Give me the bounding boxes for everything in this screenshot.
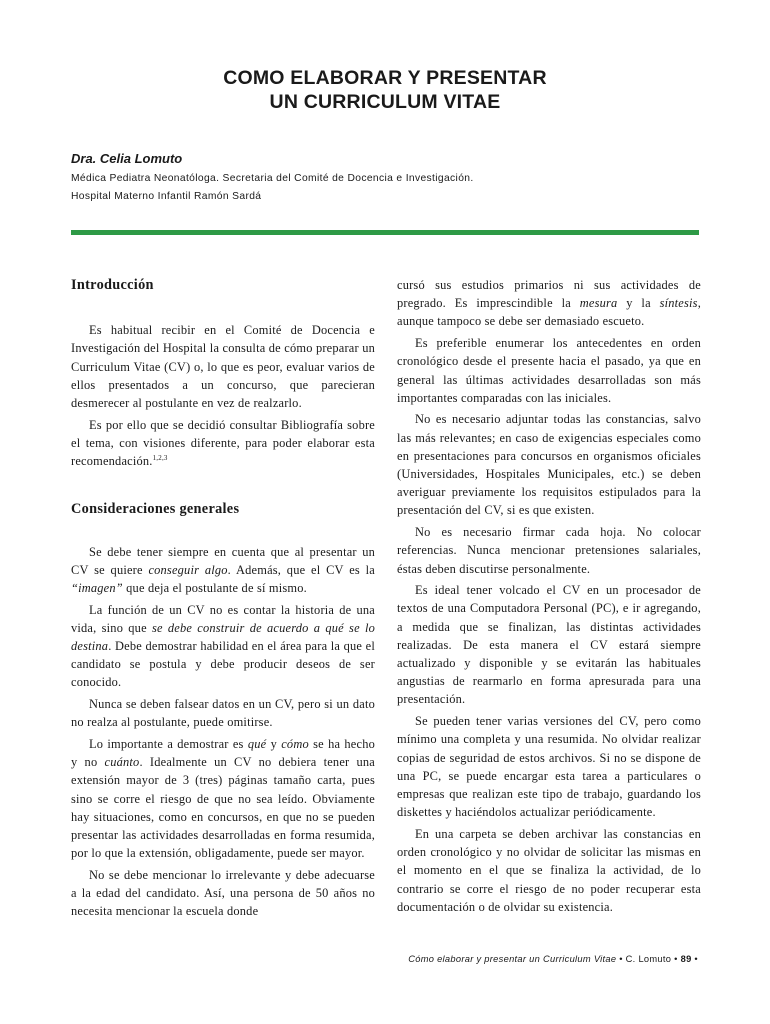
affiliation-line-1: Médica Pediatra Neonatóloga. Secretaria del Comité de Docencia e Investigación.: [71, 173, 474, 184]
green-divider: [71, 230, 699, 235]
right-paragraph-1: cursó sus estudios primarios ni sus actividades de pregrado. Es imprescindible la mesura y la síntesis, aunque tampoco se debe ser demasiado escueto.: [397, 278, 701, 329]
title-line-2: UN CURRICULUM VITAE: [269, 91, 501, 113]
page-footer: Cómo elaborar y presentar un Curriculum Vitae • C. Lomuto • 89 •: [408, 954, 698, 964]
left-column: [71, 276, 375, 924]
considerations-paragraph-1: Se debe tener siempre en cuenta que al presentar un CV se quiere conseguir algo. Además, que el CV es la “imagen” que deja el postulante de sí mismo.: [71, 544, 375, 595]
title-line-1: COMO ELABORAR Y PRESENTAR: [223, 67, 547, 89]
right-paragraph-2: Es preferible enumerar los antecedentes en orden cronológico desde el presente hacia el pasado, ya que en general las últimas actividades desarrolladas son más importantes comparadas con las iniciales.: [397, 336, 701, 405]
considerations-paragraph-2: La función de un CV no es contar la historia de una vida, sino que se debe construir de acuerdo a qué se lo destina. Debe demostrar habilidad en el área para la que el candidato se postula y debe producir deseos de ser conocido.: [71, 602, 375, 690]
right-paragraph-6: Se pueden tener varias versiones del CV, pero como mínimo una completa y una resumida. No olvidar realizar copias de seguridad de estos archivos. Si no se dispone de una PC, se puede encargar esta tarea a particulares o empresas que realizan este tipo de trabajo, guardando los diskettes y haciéndolos actualizar periódicamente.: [397, 714, 701, 820]
footer-running-title: Cómo elaborar y presentar un Curriculum Vitae: [408, 954, 617, 964]
section-heading-consideraciones: Consideraciones generales: [71, 501, 240, 518]
considerations-paragraph-5: No se debe mencionar lo irrelevante y debe adecuarse a la edad del candidato. Así, una persona de 50 años no necesita mencionar la escuela donde: [71, 867, 375, 919]
intro-paragraph-2: Es por ello que se decidió consultar Bibliografía sobre el tema, con visiones diferente, para poder elaborar esta recomendación.$^{1,2,3}$: [71, 417, 375, 469]
citation-refs: 1,2,3: [152, 454, 168, 462]
footer-author: C. Lomuto: [625, 954, 672, 964]
considerations-paragraph-4: Lo importante a demostrar es qué y cómo se ha hecho y no cuánto. Idealmente un CV no debiera tener una extensión mayor de 3 (tres) páginas tamaño carta, pues sino se corre el riesgo de que no sea leído. Obviamente hay situaciones, como en concursos, en que no se pueden presentar las actividades desarrolladas en forma resumida, por lo que la extensión, obligadamente, puede ser mayor.: [71, 737, 375, 861]
right-paragraph-7: En una carpeta se deben archivar las constancias en orden cronológico y no olvidar de solicitar las mismas en el momento en el que se finaliza la actividad, de lo contrario se corre el riesgo de no poder recuperar esta documentación o de olvidar su existencia.: [397, 826, 701, 914]
author-affiliation: [71, 170, 474, 206]
considerations-paragraph-3: Nunca se deben falsear datos en un CV, pero si un dato no realza al postulante, puede omitirse.: [71, 697, 375, 730]
section-heading-introduccion: Introducción: [71, 277, 154, 293]
author-name: Dra. Celia Lomuto: [71, 151, 183, 166]
right-column: [397, 276, 701, 919]
article-title: [0, 66, 770, 114]
right-paragraph-3: No es necesario adjuntar todas las constancias, salvo las más relevantes; en caso de exigencias especiales como en presentaciones para concursos en organismos oficiales (Universidades, Hospitales Municipales, etc.) se deben averiguar previamente los requisitos estipulados para la presentación del CV, si es que existen.: [397, 412, 701, 518]
right-paragraph-5: Es ideal tener volcado el CV en un procesador de textos de una Computadora Personal (PC), e ir agregando, a medida que se finalizan, las distintas actividades realizadas. De esta manera el CV estará siempre actualizado y disponible y se evitarán las habituales angustias de rearmarlo en forma apresurada para una presentación.: [397, 583, 701, 707]
right-paragraph-4: No es necesario firmar cada hoja. No colocar referencias. Nunca mencionar pretensiones salariales, éstas deben discutirse personalmente.: [397, 525, 701, 576]
intro-paragraph-1: Es habitual recibir en el Comité de Docencia e Investigación del Hospital la consulta de cómo preparar un Curriculum Vitae (CV) o, lo que es peor, evaluar varios de ellos presentados a un concurso, que parecieran desmerecer al postulante en vez de realzarlo.: [71, 323, 375, 411]
page-number: 89: [680, 954, 692, 964]
affiliation-line-2: Hospital Materno Infantil Ramón Sardá: [71, 191, 262, 202]
